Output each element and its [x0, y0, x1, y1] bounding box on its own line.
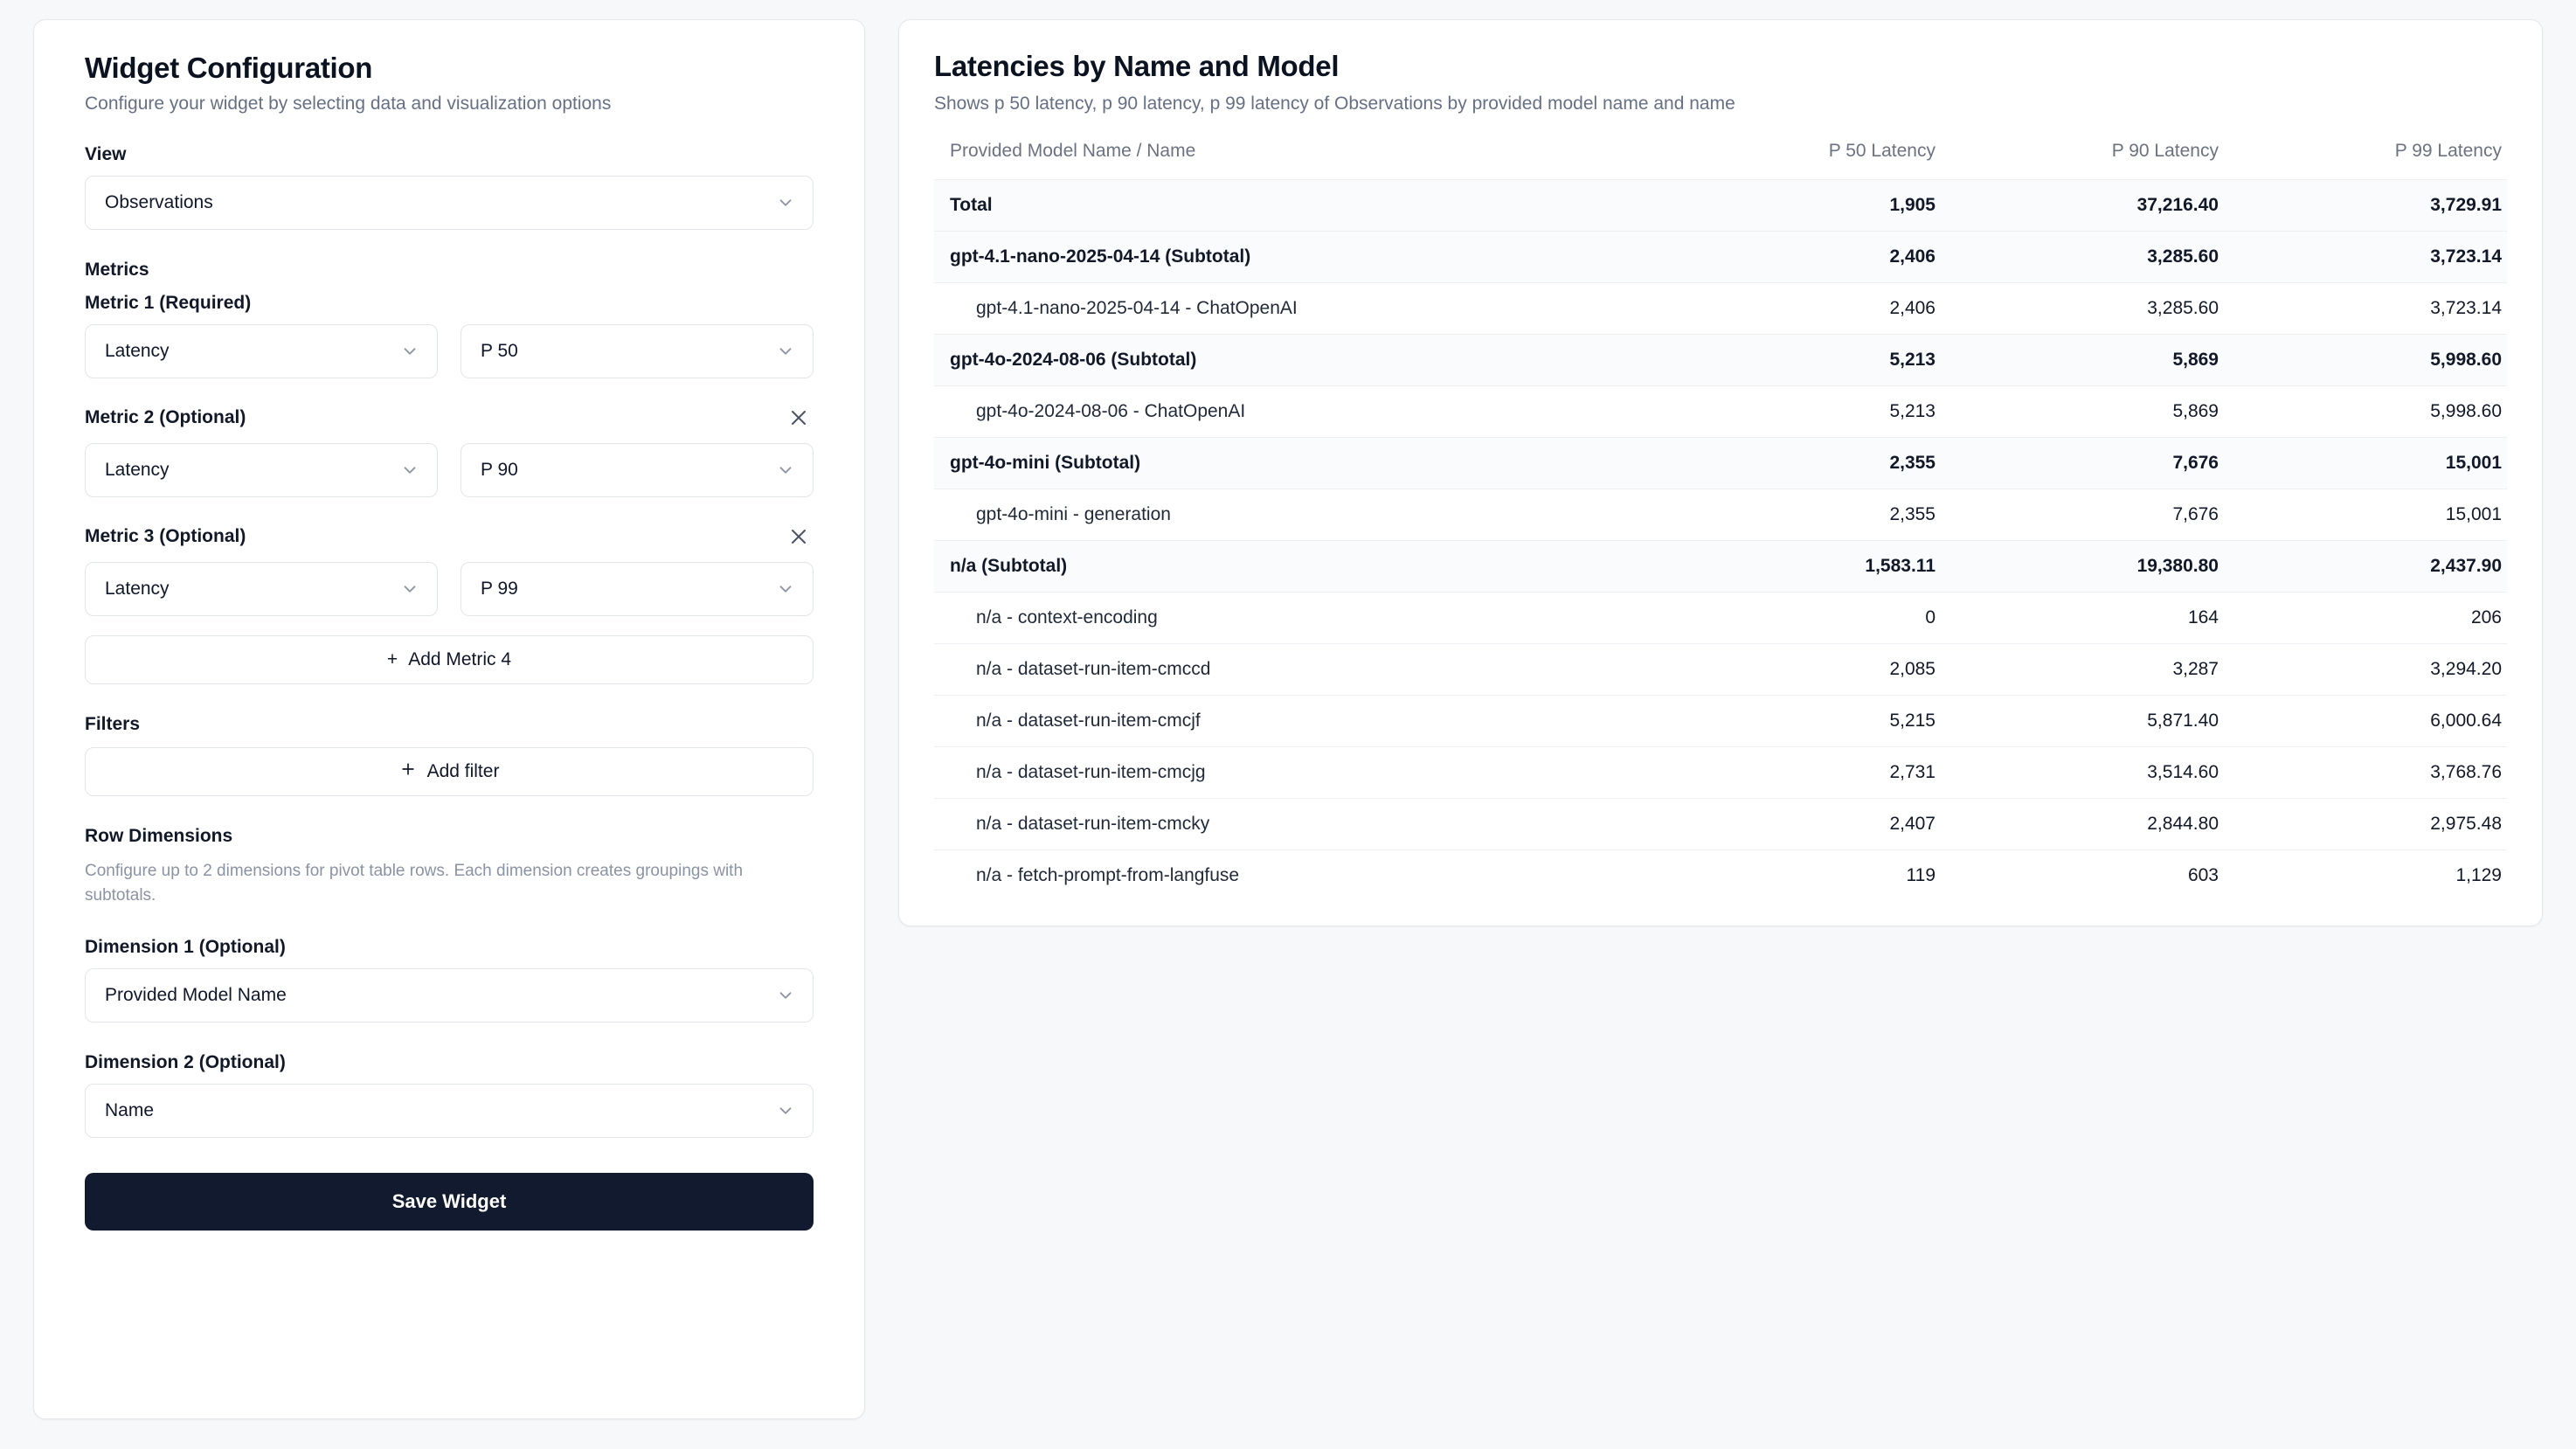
metric-2-label: Metric 2 (Optional) — [85, 407, 246, 427]
metric-2-measure-select[interactable] — [85, 443, 438, 497]
table-row — [934, 283, 2507, 335]
filters-section-label: Filters — [85, 714, 141, 734]
cell-p50: 5,213 — [1658, 386, 1941, 438]
metric-1-aggregation-value: P 50 — [481, 341, 518, 361]
metric-3-measure-select[interactable] — [85, 562, 438, 616]
pivot-table-head — [934, 141, 2507, 180]
row-label: gpt-4o-2024-08-06 (Subtotal) — [934, 335, 1658, 386]
cell-p99: 3,768.76 — [2224, 747, 2507, 799]
chevron-down-icon — [400, 579, 419, 599]
table-header-row — [934, 141, 2507, 180]
chevron-down-icon — [776, 342, 795, 361]
table-row — [934, 489, 2507, 541]
metric-2-measure-value: Latency — [105, 460, 170, 480]
table-row — [934, 335, 2507, 386]
cell-p99: 5,998.60 — [2224, 335, 2507, 386]
result-panel — [898, 19, 2543, 926]
cell-p50: 1,905 — [1658, 180, 1941, 232]
table-row — [934, 180, 2507, 232]
row-label: n/a (Subtotal) — [934, 541, 1658, 593]
view-select[interactable] — [85, 176, 814, 230]
cell-p50: 2,085 — [1658, 644, 1941, 696]
chevron-down-icon — [776, 193, 795, 212]
chevron-down-icon — [776, 1101, 795, 1120]
cell-p90: 3,514.60 — [1941, 747, 2224, 799]
cell-p99: 2,437.90 — [2224, 541, 2507, 593]
pivot-table-body — [934, 180, 2507, 902]
cell-p99: 3,723.14 — [2224, 283, 2507, 335]
cell-p99: 3,294.20 — [2224, 644, 2507, 696]
widget-configuration-panel — [33, 19, 865, 1419]
add-metric-button[interactable] — [85, 635, 814, 684]
cell-p99: 15,001 — [2224, 438, 2507, 489]
chevron-down-icon — [776, 579, 795, 599]
save-widget-button[interactable]: Save Widget — [85, 1173, 814, 1231]
table-row — [934, 438, 2507, 489]
column-header-p99: P 99 Latency — [2394, 141, 2502, 161]
cell-p90: 2,844.80 — [1941, 799, 2224, 850]
cell-p90: 164 — [1941, 593, 2224, 644]
cell-p99: 15,001 — [2224, 489, 2507, 541]
view-select-value: Observations — [105, 192, 213, 212]
metric-2-label-row — [85, 403, 814, 433]
row-label: Total — [934, 180, 1658, 232]
add-filter-button[interactable] — [85, 747, 814, 796]
dimension-1-select[interactable] — [85, 968, 814, 1023]
metric-1-measure-select[interactable] — [85, 324, 438, 378]
table-row — [934, 386, 2507, 438]
metric-3-row — [85, 562, 814, 616]
cell-p50: 2,355 — [1658, 489, 1941, 541]
cell-p90: 5,871.40 — [1941, 696, 2224, 747]
row-label: n/a - dataset-run-item-cmcjg — [934, 747, 1658, 799]
cell-p99: 1,129 — [2224, 850, 2507, 902]
cell-p99: 5,998.60 — [2224, 386, 2507, 438]
column-header-p90: P 90 Latency — [2111, 141, 2219, 161]
cell-p99: 206 — [2224, 593, 2507, 644]
dimension-2-value: Name — [105, 1100, 155, 1121]
row-label: n/a - fetch-prompt-from-langfuse — [934, 850, 1658, 902]
result-subtitle: Shows p 50 latency, p 90 latency, p 99 latency of Observations by provided model name and name — [934, 94, 1735, 114]
plus-icon: + — [386, 649, 398, 669]
cell-p50: 2,406 — [1658, 232, 1941, 283]
chevron-down-icon — [776, 461, 795, 480]
cell-p90: 37,216.40 — [1941, 180, 2224, 232]
row-label: gpt-4o-mini (Subtotal) — [934, 438, 1658, 489]
add-metric-label: Add Metric 4 — [408, 649, 512, 669]
metric-1-label: Metric 1 (Required) — [85, 293, 252, 313]
dimension-2-select[interactable] — [85, 1084, 814, 1138]
chevron-down-icon — [400, 342, 419, 361]
metric-2-aggregation-select[interactable] — [460, 443, 814, 497]
metric-1-measure-value: Latency — [105, 341, 170, 361]
row-label: gpt-4.1-nano-2025-04-14 (Subtotal) — [934, 232, 1658, 283]
cell-p90: 3,285.60 — [1941, 283, 2224, 335]
result-title: Latencies by Name and Model — [934, 50, 1340, 82]
cell-p90: 5,869 — [1941, 335, 2224, 386]
metrics-section-label: Metrics — [85, 260, 149, 280]
table-row — [934, 541, 2507, 593]
cell-p50: 119 — [1658, 850, 1941, 902]
table-row — [934, 850, 2507, 902]
table-row — [934, 799, 2507, 850]
page-subtitle: Configure your widget by selecting data and visualization options — [85, 94, 612, 114]
cell-p99: 2,975.48 — [2224, 799, 2507, 850]
row-dimensions-helper: Configure up to 2 dimensions for pivot table rows. Each dimension creates groupings with subtotals. — [85, 862, 744, 905]
metric-3-label-row — [85, 522, 814, 551]
cell-p50: 2,406 — [1658, 283, 1941, 335]
row-label: n/a - dataset-run-item-cmcky — [934, 799, 1658, 850]
cell-p99: 6,000.64 — [2224, 696, 2507, 747]
chevron-down-icon — [400, 461, 419, 480]
metric-2-row — [85, 443, 814, 497]
plus-icon — [399, 760, 417, 783]
column-header-name: Provided Model Name / Name — [950, 141, 1196, 161]
cell-p50: 5,213 — [1658, 335, 1941, 386]
remove-metric-3-button[interactable] — [784, 522, 814, 551]
cell-p50: 2,355 — [1658, 438, 1941, 489]
cell-p50: 2,407 — [1658, 799, 1941, 850]
cell-p50: 5,215 — [1658, 696, 1941, 747]
add-filter-label: Add filter — [426, 761, 500, 781]
metric-2-aggregation-value: P 90 — [481, 460, 518, 480]
cell-p90: 3,287 — [1941, 644, 2224, 696]
pivot-table — [934, 141, 2507, 901]
cell-p90: 7,676 — [1941, 489, 2224, 541]
metric-3-measure-value: Latency — [105, 579, 170, 599]
page-title: Widget Configuration — [85, 52, 373, 84]
dimension-2-label: Dimension 2 (Optional) — [85, 1052, 286, 1073]
row-label: gpt-4o-mini - generation — [934, 489, 1658, 541]
table-row — [934, 696, 2507, 747]
cell-p50: 0 — [1658, 593, 1941, 644]
cell-p50: 1,583.11 — [1658, 541, 1941, 593]
column-header-p50: P 50 Latency — [1828, 141, 1935, 161]
table-row — [934, 593, 2507, 644]
remove-metric-2-button[interactable] — [784, 403, 814, 433]
cell-p50: 2,731 — [1658, 747, 1941, 799]
row-label: n/a - dataset-run-item-cmccd — [934, 644, 1658, 696]
metric-3-label: Metric 3 (Optional) — [85, 526, 246, 546]
table-row — [934, 232, 2507, 283]
table-row — [934, 644, 2507, 696]
view-label: View — [85, 144, 127, 164]
row-dimensions-label: Row Dimensions — [85, 826, 233, 846]
metric-3-aggregation-value: P 99 — [481, 579, 518, 599]
table-row — [934, 747, 2507, 799]
cell-p90: 3,285.60 — [1941, 232, 2224, 283]
metric-3-aggregation-select[interactable] — [460, 562, 814, 616]
metric-1-row — [85, 324, 814, 378]
cell-p90: 603 — [1941, 850, 2224, 902]
cell-p99: 3,723.14 — [2224, 232, 2507, 283]
cell-p90: 19,380.80 — [1941, 541, 2224, 593]
row-label: n/a - context-encoding — [934, 593, 1658, 644]
row-label: gpt-4o-2024-08-06 - ChatOpenAI — [934, 386, 1658, 438]
chevron-down-icon — [776, 986, 795, 1005]
cell-p90: 5,869 — [1941, 386, 2224, 438]
dimension-1-label: Dimension 1 (Optional) — [85, 937, 286, 958]
dimension-1-value: Provided Model Name — [105, 985, 287, 1006]
row-label: n/a - dataset-run-item-cmcjf — [934, 696, 1658, 747]
cell-p99: 3,729.91 — [2224, 180, 2507, 232]
metric-1-aggregation-select[interactable] — [460, 324, 814, 378]
cell-p90: 7,676 — [1941, 438, 2224, 489]
row-label: gpt-4.1-nano-2025-04-14 - ChatOpenAI — [934, 283, 1658, 335]
